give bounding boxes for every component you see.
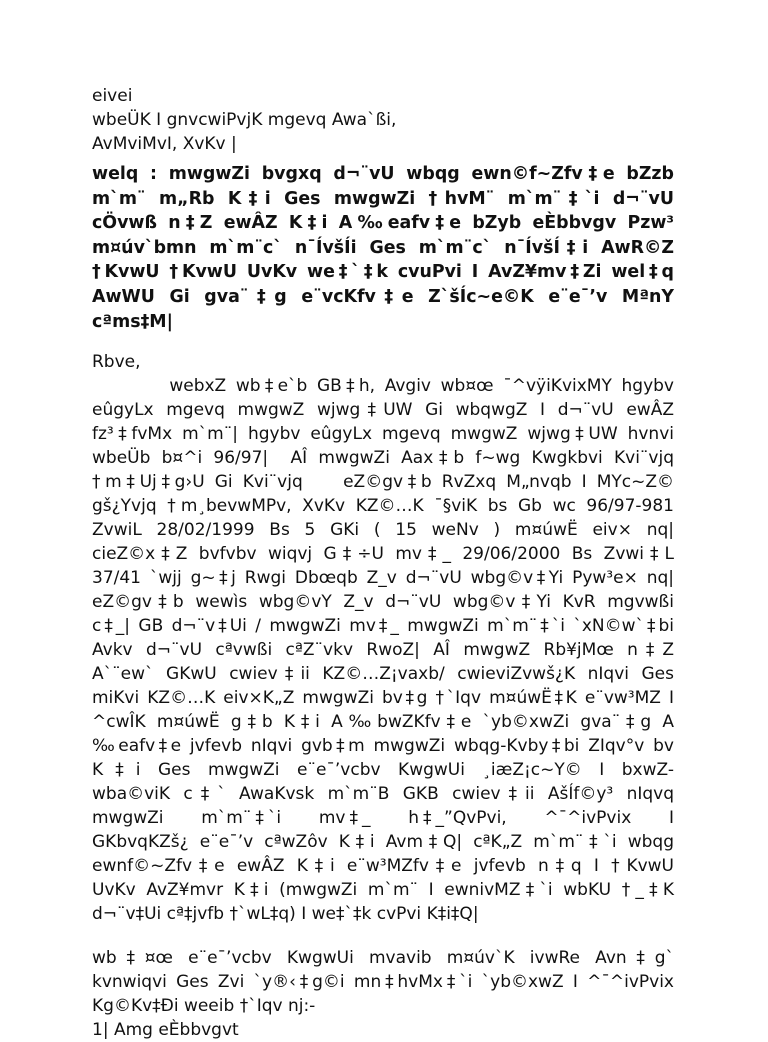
body-line: ^cwÎK m¤úwË g‡b K‡i A‰bwZKfv‡e `yb©xwZi gva¨‡g A: [92, 712, 674, 733]
body-line: Avkv d¬¨vU cªvwßi cªZ¨vkv RwoZ| AÎ mwgwZ Rb¥jMœ n‡Z: [92, 640, 674, 661]
letter-page: [92, 84, 674, 1042]
body-line: 37/41 `wjj g~‡j Rwgi Dbœqb Z_v d¬¨vU wbg©v‡Yi Pyw³e× nq|: [92, 568, 674, 589]
closing-paragraph: [92, 946, 674, 1042]
subject-line: cªms‡M|: [92, 311, 173, 332]
body-line: wba©viK c‡` AwaKvsk m`m¨B GKB cwiev‡ii AšÍf©y³ nIqvq: [92, 784, 674, 805]
subject-line: m`m¨ m„Rb K‡i Ges mwgwZi †hvM¨ m`m¨‡`i d¬¨vU: [92, 188, 674, 209]
closing-line: Kg©Kv‡Ði weeib †`Iqv nj:-: [92, 996, 316, 1017]
body-line: UvKv AvZ¥mvr K‡i (mwgwZi m`m¨ I ewnivMZ‡`i wbKU †_‡K: [92, 880, 674, 901]
subject-paragraph: [92, 162, 674, 334]
closing-line: wb‡¤œ e¨e¯’vcbv KwgwUi mvavib m¤úv`K ivwRe Avn‡g`: [92, 948, 674, 969]
body-paragraph: [92, 374, 674, 926]
body-line: eZ©gv‡b wewìs wbg©vY Z_v d¬¨vU wbg©v‡Yi KvR mgvwßi: [92, 592, 674, 613]
body-line: GKbvqKZš¿ e¨e¯’v cªwZôv K‡i Avm‡Q| cªK„Z m`m¨‡`i wbqg: [92, 832, 674, 853]
greeting-text: Rbve,: [92, 352, 141, 373]
subject-line: welq : mwgwZi bvgxq d¬¨vU wbqg ewn©f~Zfv‡e bZzb: [92, 164, 674, 184]
greeting: [92, 350, 674, 374]
body-line: d¬¨v‡Ui cª‡jvfb †`wL‡q) I we‡`‡k cvPvi K‡i‡Q|: [92, 904, 479, 925]
body-line: †m‡Uj‡g›U Gi Kvi¨vjq eZ©gv‡b RvZxq M„nvqb I MYc~Z©: [92, 472, 674, 493]
closing-line: kvnwiqvi Ges Zvi `y®‹‡g©i mn‡hvMx‡`i `yb©xwZ I ^¯^ivPvix: [92, 972, 674, 993]
subject-line: AwWU Gi gva¨‡g e¨vcKfv‡e Z`šÍc~e©K e¨e¯’v MªnY: [92, 286, 674, 307]
subject-line: †KvwU †KvwU UvKv we‡`‡k cvuPvi I AvZ¥mv‡Zi wel‡q: [92, 262, 674, 283]
body-line: A`¨ew` GKwU cwiev‡ii KZ©…Z¡vaxb/ cwieviZvwš¿K nIqvi Ges: [92, 664, 674, 685]
body-line: mwgwZi m`m¨‡`i mv‡_ h‡_”QvPvi, ^¯^ivPvix I: [92, 808, 674, 829]
subject-line: cÖvwß n‡Z ewÂZ K‡i A‰eafv‡e bZyb eÈbbvgv Pzw³: [92, 213, 674, 234]
recipient-line: eivei: [92, 86, 133, 106]
subject-line: m¤úv`bmn m`m¨c` n¯ÍvšÍi Ges m`m¨c` n¯ÍvšÍ‡i AwR©Z: [92, 237, 674, 258]
list-item: 1| Amg eÈbbvgvt: [92, 1020, 239, 1041]
body-line: wbeÜb b¤^i 96/97| AÎ mwgwZi Aax‡b f~wg Kwgkbvi Kvi¨vjq: [92, 448, 674, 469]
body-line: miKvi KZ©…K eiv×K„Z mwgwZi bv‡g †`Iqv m¤úwË‡K e¨vw³MZ I: [92, 688, 674, 709]
body-line: ewnf©~Zfv‡e ewÂZ K‡i e¨w³MZfv‡e jvfevb n‡q I †KvwU: [92, 856, 674, 877]
body-line: gš¿Yvjq †m¸bevwMPv, XvKv KZ©…K ¯§viK bs Gb wc 96/97-981: [92, 496, 674, 517]
body-line: webxZ wb‡e`b GB‡h, Avgiv wb¤œ ¯^vÿiKvixMY hgybv: [92, 376, 674, 397]
body-line: eûgyLx mgevq mwgwZ wjwg‡UW Gi wbqwgZ I d¬¨vU ewÂZ: [92, 400, 674, 421]
recipient-office-line: wbeÜK I gnvcwiPvjK mgevq Awa`ßi,: [92, 110, 397, 130]
body-line: K‡i Ges mwgwZi e¨e¯’vcbv KwgwUi ¸iæZ¡c~Y© I bxwZ-: [92, 760, 674, 781]
body-line: fz³‡fvMx m`m¨| hgybv eûgyLx mgevq mwgwZ wjwg‡UW hvnvi: [92, 424, 674, 445]
body-line: cieZ©x‡Z bvfvbv wiqvj G‡÷U mv‡_ 29/06/2000 Bs Zvwi‡L: [92, 544, 674, 565]
address-block: [92, 84, 674, 156]
body-line: c‡_| GB d¬¨v‡Ui / mwgwZi mv‡_ mwgwZi m`m¨‡`i `xN©w`‡bi: [92, 616, 674, 637]
recipient-location-line: AvMviMvI, XvKv |: [92, 134, 237, 154]
body-line: ZvwiL 28/02/1999 Bs 5 GKi ( 15 weNv ) m¤úwË eiv× nq|: [92, 520, 674, 541]
body-line: ‰eafv‡e jvfevb nIqvi gvb‡m mwgwZi wbqg-Kvby‡bi ZIqv°v bv: [92, 736, 674, 757]
